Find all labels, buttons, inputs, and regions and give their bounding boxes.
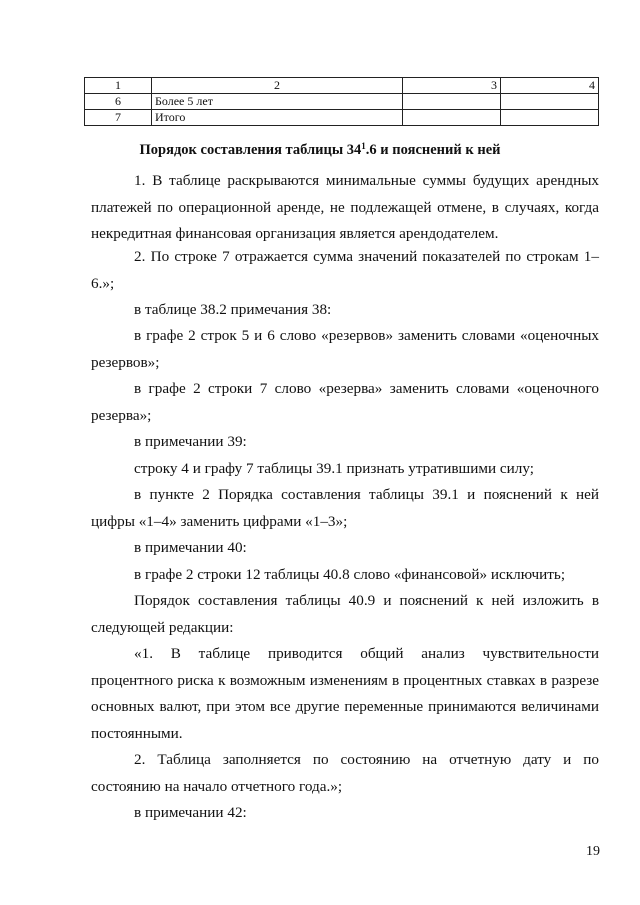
table-cell: Более 5 лет xyxy=(152,94,403,110)
table-cell xyxy=(501,110,599,126)
data-table xyxy=(84,77,599,126)
table-cell xyxy=(403,94,501,110)
table-row xyxy=(85,110,599,126)
page-number: 19 xyxy=(586,844,600,859)
table-cell: 6 xyxy=(85,94,152,110)
paragraph-10: в графе 2 строки 12 таблицы 40.8 слово «финансовой» исключить; xyxy=(134,566,566,583)
heading-text: Порядок составления таблицы 34 xyxy=(139,142,362,158)
table-row xyxy=(85,94,599,110)
paragraph-3: в таблице 38.2 примечания 38: xyxy=(134,301,332,318)
paragraph-13: 2. Таблица заполняется по состоянию на отчетную дату и по состоянию на начало отчетного года.»; xyxy=(91,751,599,795)
paragraph-8: в пункте 2 Порядка составления таблицы 39.1 и пояснений к ней цифры «1–4» заменить цифрами «1–3»; xyxy=(91,486,599,530)
table-cell: 1 xyxy=(85,78,152,94)
table-cell xyxy=(403,110,501,126)
table-header-row xyxy=(85,78,599,94)
paragraph-12: «1. В таблице приводится общий анализ чувствительности процентного риска к возможным изменениям в процентных ставках в разрезе основных валют, при этом все другие переменные принимаются величинами постоянными. xyxy=(91,645,599,742)
paragraph-6: в примечании 39: xyxy=(134,433,247,450)
paragraph-5: в графе 2 строки 7 слово «резерва» заменить словами «оценочного резерва»; xyxy=(91,380,599,424)
paragraph-4: в графе 2 строк 5 и 6 слово «резервов» заменить словами «оценочных резервов»; xyxy=(91,327,599,371)
paragraph-7: строку 4 и графу 7 таблицы 39.1 признать утратившими силу; xyxy=(134,460,534,477)
table-cell xyxy=(501,94,599,110)
table-cell: Итого xyxy=(152,110,403,126)
heading-superscript: 1 xyxy=(361,141,366,151)
table-cell: 2 xyxy=(152,78,403,94)
heading-text: .6 и пояснений к ней xyxy=(365,142,501,158)
paragraph-11: Порядок составления таблицы 40.9 и пояснений к ней изложить в следующей редакции: xyxy=(91,592,599,636)
table-cell: 4 xyxy=(501,78,599,94)
section-heading xyxy=(0,141,640,159)
paragraph-1: 1. В таблице раскрываются минимальные суммы будущих арендных платежей по операционной аренде, не подлежащей отмене, в случаях, когда некредитная финансовая организация является арендодателем. xyxy=(91,172,599,242)
paragraph-9: в примечании 40: xyxy=(134,539,247,556)
paragraph-2: 2. По строке 7 отражается сумма значений показателей по строкам 1–6.»; xyxy=(91,248,599,292)
paragraph-14: в примечании 42: xyxy=(134,804,247,821)
table-cell: 3 xyxy=(403,78,501,94)
table-cell: 7 xyxy=(85,110,152,126)
